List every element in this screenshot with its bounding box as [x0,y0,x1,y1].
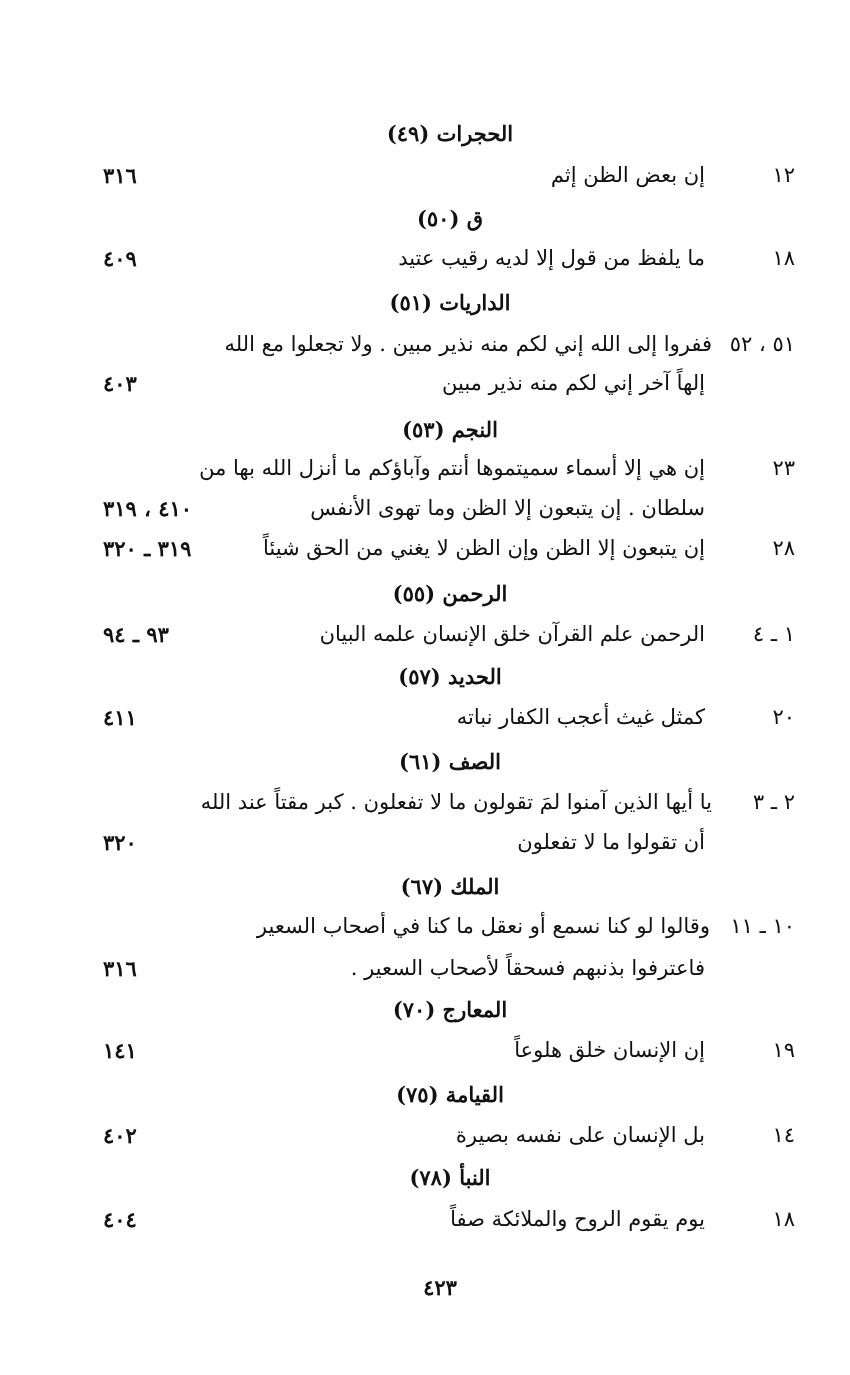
verse-text: إن بعض الظن إثم [550,163,705,187]
page-reference: ٤٠٩ [103,246,137,271]
surah-heading: الحديد (٥٧) [398,664,502,689]
surah-heading: الصف (٦١) [399,749,501,774]
verse-text: كمثل غيث أعجب الكفار نباته [456,705,705,729]
page-reference: ١٤١ [103,1038,137,1063]
surah-heading: الملك (٦٧) [400,874,500,899]
verse-number: ٢٣ [772,456,795,480]
verse-text: بل الإنسان على نفسه بصيرة [455,1123,705,1147]
verse-number: ١٢ [772,163,795,187]
page-number: ٤٢٣ [423,1275,457,1300]
page-reference: ٤٠٤ [103,1207,137,1232]
surah-heading: الرحمن (٥٥) [392,581,508,606]
verse-number: ١٩ [772,1038,795,1062]
verse-text: إن هي إلا أسماء سميتموها أنتم وآباؤكم ما أنزل الله بها من [199,456,705,480]
page-reference: ٣١٩ ـ ٣٢٠ [103,536,192,561]
verse-text: وقالوا لو كنا نسمع أو نعقل ما كنا في أصحاب السعير [256,914,710,938]
verse-number: ١٨ [772,1207,795,1231]
verse-number: ١٤ [772,1123,795,1147]
verse-text-continued: سلطان . إن يتبعون إلا الظن وما تهوى الأنفس [310,496,705,520]
surah-heading: النجم (٥٣) [402,417,498,442]
verse-number: ٢ ـ ٣ [752,790,795,814]
verse-text: إن الإنسان خلق هلوعاً [514,1038,705,1062]
verse-number: ٢٨ [772,536,795,560]
page-reference: ٣١٦ [103,163,137,188]
verse-number: ١٠ ـ ١١ [730,914,795,938]
verse-text: ما يلفظ من قول إلا لديه رقيب عتيد [398,246,705,270]
verse-text: يوم يقوم الروح والملائكة صفاً [450,1207,705,1231]
verse-text: إن يتبعون إلا الظن وإن الظن لا يغني من الحق شيئاً [262,536,705,560]
verse-text-continued: إلهاً آخر إني لكم منه نذير مبين [442,371,705,395]
page-reference: ٤١٠ ، ٣١٩ [103,496,193,521]
surah-heading: ق (٥٠) [416,206,484,231]
surah-heading: القيامة (٧٥) [396,1082,504,1107]
verse-text: يا أيها الذين آمنوا لمَ تقولون ما لا تفعلون . كبر مقتاً عند الله [200,790,712,814]
surah-heading: الداريات (٥١) [389,290,511,315]
page-reference: ٩٣ ـ ٩٤ [103,622,169,647]
verse-text: ففروا إلى الله إني لكم منه نذير مبين . ولا تجعلوا مع الله [224,332,712,356]
page-reference: ٤٠٢ [103,1123,137,1148]
verse-number: ١٨ [772,246,795,270]
verse-number: ٢٠ [772,705,795,729]
verse-text-continued: أن تقولوا ما لا تفعلون [517,830,705,854]
page-reference: ٣١٦ [103,956,137,981]
page-reference: ٣٢٠ [103,830,137,855]
surah-heading: المعارج (٧٠) [392,997,508,1022]
page-reference: ٤٠٣ [103,371,137,396]
page-reference: ٤١١ [103,705,137,730]
verse-number: ٥١ ، ٥٢ [729,332,795,356]
verse-number: ١ ـ ٤ [752,622,795,646]
surah-heading: النبأ (٧٨) [409,1165,491,1190]
verse-text: الرحمن علم القرآن خلق الإنسان علمه البيان [319,622,705,646]
surah-heading: الحجرات (٤٩) [386,121,514,146]
verse-text-continued: فاعترفوا بذنبهم فسحقاً لأصحاب السعير . [350,956,705,980]
